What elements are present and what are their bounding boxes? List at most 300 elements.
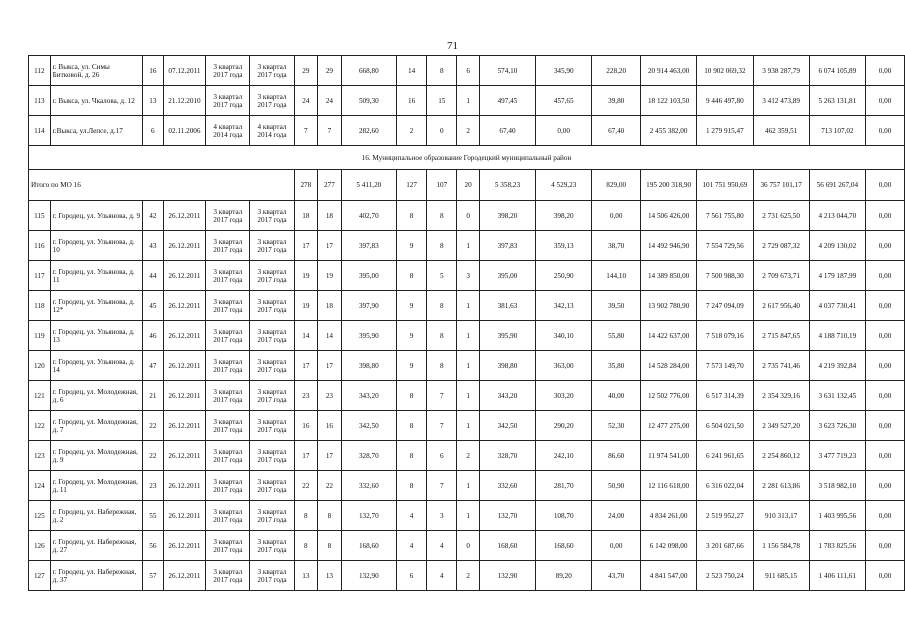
- table-cell: 332,60: [479, 471, 535, 501]
- table-cell: 12 116 618,00: [641, 471, 697, 501]
- table-cell: 117: [29, 261, 51, 291]
- table-cell: 16: [143, 56, 164, 86]
- table-cell: 7 518 079,16: [697, 321, 753, 351]
- table-cell: 39,50: [592, 291, 641, 321]
- table-cell: 14: [318, 321, 342, 351]
- table-cell: 1 156 584,78: [753, 531, 809, 561]
- table-cell: 26.12.2011: [163, 471, 206, 501]
- table-cell: 8: [427, 321, 457, 351]
- table-cell: 26.12.2011: [163, 381, 206, 411]
- table-row: [29, 471, 905, 501]
- table-cell: 6: [427, 441, 457, 471]
- table-row: [29, 56, 905, 86]
- table-row: [29, 381, 905, 411]
- table-cell: 3 квартал 2017 года: [206, 56, 250, 86]
- table-cell: 290,20: [536, 411, 592, 441]
- table-row: [29, 116, 905, 146]
- table-cell: 0,00: [866, 471, 905, 501]
- table-cell: 14 422 637,00: [641, 321, 697, 351]
- table-cell: 55,80: [592, 321, 641, 351]
- table-cell: 13: [294, 561, 318, 591]
- table-cell: 0,00: [536, 116, 592, 146]
- table-cell: 120: [29, 351, 51, 381]
- table-cell: 8: [294, 501, 318, 531]
- table-cell: 89,20: [536, 561, 592, 591]
- table-cell: 3 квартал 2017 года: [206, 471, 250, 501]
- table-cell: 44: [143, 261, 164, 291]
- table-cell: 26.12.2011: [163, 441, 206, 471]
- table-cell: 3 квартал 2017 года: [250, 201, 294, 231]
- total-label: Итого по МО 16: [29, 170, 295, 201]
- table-cell: 11 974 541,00: [641, 441, 697, 471]
- table-cell: 116: [29, 231, 51, 261]
- table-cell: 4 квартал 2014 года: [206, 116, 250, 146]
- table-cell: 228,20: [592, 56, 641, 86]
- table-cell: 12 477 275,00: [641, 411, 697, 441]
- table-cell: 395,00: [479, 261, 535, 291]
- table-cell: 398,80: [341, 351, 396, 381]
- table-cell: 509,30: [341, 86, 396, 116]
- table-cell: 5 263 131,81: [809, 86, 865, 116]
- table-cell: 8: [427, 201, 457, 231]
- table-cell: 3 квартал 2017 года: [206, 351, 250, 381]
- table-cell: 282,60: [341, 116, 396, 146]
- table-cell: 1 406 111,61: [809, 561, 865, 591]
- table-cell: 12 502 776,00: [641, 381, 697, 411]
- table-cell: 0: [427, 116, 457, 146]
- table-cell: 4 219 392,84: [809, 351, 865, 381]
- table-row: [29, 561, 905, 591]
- table-cell: 4 213 044,70: [809, 201, 865, 231]
- table-cell: 574,10: [479, 56, 535, 86]
- table-cell: 6 504 021,50: [697, 411, 753, 441]
- table-cell: 7 554 729,56: [697, 231, 753, 261]
- table-cell: 26.12.2011: [163, 531, 206, 561]
- table-cell: 3 квартал 2017 года: [250, 471, 294, 501]
- table-cell: 3 631 132,45: [809, 381, 865, 411]
- table-cell: 303,20: [536, 381, 592, 411]
- total-cell: 5 358,23: [479, 170, 535, 201]
- table-cell: 23: [318, 381, 342, 411]
- table-cell: 0,00: [866, 291, 905, 321]
- table-cell: 0,00: [866, 411, 905, 441]
- table-cell: 3 квартал 2017 года: [206, 381, 250, 411]
- table-cell: 2 455 382,00: [641, 116, 697, 146]
- address-cell: г. Городец, ул. Ульянова, д. 11: [50, 261, 142, 291]
- table-cell: 3 477 719,23: [809, 441, 865, 471]
- table-cell: 5: [427, 261, 457, 291]
- table-cell: 1: [457, 231, 479, 261]
- table-cell: 6: [143, 116, 164, 146]
- table-cell: 16: [294, 411, 318, 441]
- table-cell: 9: [397, 351, 427, 381]
- table-row: [29, 441, 905, 471]
- table-cell: 3 квартал 2017 года: [250, 261, 294, 291]
- table-cell: 497,45: [479, 86, 535, 116]
- table-cell: 2: [457, 561, 479, 591]
- table-cell: 7 247 094,09: [697, 291, 753, 321]
- table-cell: 42: [143, 201, 164, 231]
- table-cell: 3 201 687,66: [697, 531, 753, 561]
- table-cell: 910 313,17: [753, 501, 809, 531]
- table-cell: 0,00: [866, 561, 905, 591]
- table-cell: 1 403 995,56: [809, 501, 865, 531]
- table-cell: 8: [397, 411, 427, 441]
- table-cell: 4 квартал 2014 года: [250, 116, 294, 146]
- table-cell: 2 349 527,20: [753, 411, 809, 441]
- table-cell: 342,50: [341, 411, 396, 441]
- table-cell: 26.12.2011: [163, 201, 206, 231]
- table-cell: 18: [318, 291, 342, 321]
- table-cell: 112: [29, 56, 51, 86]
- table-cell: 3 квартал 2017 года: [206, 321, 250, 351]
- table-cell: 113: [29, 86, 51, 116]
- table-cell: 3 квартал 2017 года: [206, 261, 250, 291]
- table-cell: 15: [427, 86, 457, 116]
- table-cell: 395,00: [341, 261, 396, 291]
- housing-table: [28, 55, 905, 591]
- table-cell: 7: [427, 381, 457, 411]
- total-cell: 278: [294, 170, 318, 201]
- table-cell: 14 506 426,00: [641, 201, 697, 231]
- table-cell: 1: [457, 471, 479, 501]
- table-cell: 0,00: [866, 201, 905, 231]
- table-cell: 0,00: [592, 531, 641, 561]
- address-cell: г. Городец, ул. Молодежная, д. 6: [50, 381, 142, 411]
- table-cell: 0,00: [866, 86, 905, 116]
- table-cell: 17: [294, 351, 318, 381]
- table-cell: 6 241 961,65: [697, 441, 753, 471]
- table-cell: 56: [143, 531, 164, 561]
- table-cell: 3: [427, 501, 457, 531]
- table-cell: 46: [143, 321, 164, 351]
- table-cell: 3 квартал 2017 года: [206, 501, 250, 531]
- address-cell: г. Городец, ул. Молодежная, д. 9: [50, 441, 142, 471]
- table-cell: 132,70: [479, 501, 535, 531]
- table-cell: 0: [457, 201, 479, 231]
- table-cell: 6 142 098,00: [641, 531, 697, 561]
- table-cell: 9: [397, 231, 427, 261]
- table-cell: 23: [294, 381, 318, 411]
- table-cell: 0,00: [866, 261, 905, 291]
- table-cell: 2 281 613,86: [753, 471, 809, 501]
- table-cell: 4 209 130,02: [809, 231, 865, 261]
- table-cell: 332,60: [341, 471, 396, 501]
- table-cell: 144,10: [592, 261, 641, 291]
- table-cell: 3 квартал 2017 года: [250, 531, 294, 561]
- table-cell: 26.12.2011: [163, 321, 206, 351]
- table-cell: 123: [29, 441, 51, 471]
- table-cell: 2 254 860,12: [753, 441, 809, 471]
- table-row: [29, 231, 905, 261]
- table-cell: 1: [457, 501, 479, 531]
- table-cell: 397,83: [479, 231, 535, 261]
- table-cell: 122: [29, 411, 51, 441]
- table-cell: 14: [397, 56, 427, 86]
- table-cell: 462 359,51: [753, 116, 809, 146]
- table-cell: 395,90: [479, 321, 535, 351]
- table-row: [29, 351, 905, 381]
- table-cell: 57: [143, 561, 164, 591]
- table-cell: 14 389 850,00: [641, 261, 697, 291]
- table-cell: 2 735 741,46: [753, 351, 809, 381]
- total-cell: 195 200 318,90: [641, 170, 697, 201]
- table-cell: 127: [29, 561, 51, 591]
- table-cell: 26.12.2011: [163, 231, 206, 261]
- table-cell: 363,00: [536, 351, 592, 381]
- table-cell: 398,20: [536, 201, 592, 231]
- table-cell: 50,90: [592, 471, 641, 501]
- table-cell: 0: [457, 531, 479, 561]
- table-cell: 3 квартал 2017 года: [250, 291, 294, 321]
- table-cell: 3 квартал 2017 года: [250, 321, 294, 351]
- table-cell: 1 783 825,56: [809, 531, 865, 561]
- table-cell: 0,00: [866, 531, 905, 561]
- table-cell: 3 412 473,89: [753, 86, 809, 116]
- table-cell: 22: [143, 411, 164, 441]
- total-cell: 0,00: [866, 170, 905, 201]
- table-cell: 3 квартал 2017 года: [206, 441, 250, 471]
- table-cell: 2: [457, 116, 479, 146]
- table-cell: 2: [457, 441, 479, 471]
- table-cell: 16: [397, 86, 427, 116]
- table-cell: 18: [318, 201, 342, 231]
- table-cell: 9 446 497,80: [697, 86, 753, 116]
- table-cell: 0,00: [866, 116, 905, 146]
- table-cell: 18: [294, 201, 318, 231]
- table-cell: 168,60: [479, 531, 535, 561]
- table-cell: 0,00: [866, 351, 905, 381]
- table-cell: 342,13: [536, 291, 592, 321]
- table-cell: 3 квартал 2017 года: [250, 86, 294, 116]
- table-cell: 3: [457, 261, 479, 291]
- table-cell: 6 316 022,04: [697, 471, 753, 501]
- table-cell: 3 квартал 2017 года: [250, 351, 294, 381]
- table-cell: 2 519 952,27: [697, 501, 753, 531]
- table-cell: 17: [318, 351, 342, 381]
- total-cell: 829,00: [592, 170, 641, 201]
- table-cell: 24: [318, 86, 342, 116]
- table-cell: 7 573 149,70: [697, 351, 753, 381]
- table-cell: 29: [294, 56, 318, 86]
- table-cell: 26.12.2011: [163, 411, 206, 441]
- table-cell: 13: [143, 86, 164, 116]
- table-cell: 4: [397, 501, 427, 531]
- total-cell: 277: [318, 170, 342, 201]
- table-cell: 8: [397, 381, 427, 411]
- table-cell: 2 617 956,40: [753, 291, 809, 321]
- table-row: [29, 501, 905, 531]
- table-cell: 126: [29, 531, 51, 561]
- table-row: [29, 291, 905, 321]
- table-cell: 395,90: [341, 321, 396, 351]
- table-cell: 3 квартал 2017 года: [206, 411, 250, 441]
- table-cell: 6 517 314,39: [697, 381, 753, 411]
- table-cell: 8: [427, 291, 457, 321]
- table-cell: 43,70: [592, 561, 641, 591]
- table-cell: 4 834 261,00: [641, 501, 697, 531]
- table-cell: 20 914 463,00: [641, 56, 697, 86]
- table-cell: 10 902 069,32: [697, 56, 753, 86]
- table-cell: 26.12.2011: [163, 291, 206, 321]
- table-cell: 19: [294, 291, 318, 321]
- table-cell: 3 квартал 2017 года: [206, 531, 250, 561]
- table-cell: 6 074 105,89: [809, 56, 865, 86]
- table-cell: 250,90: [536, 261, 592, 291]
- address-cell: г. Городец, ул. Молодежная, д. 7: [50, 411, 142, 441]
- table-cell: 124: [29, 471, 51, 501]
- table-cell: 2 729 087,32: [753, 231, 809, 261]
- table-cell: 8: [294, 531, 318, 561]
- section-row: [29, 146, 905, 170]
- total-cell: 4 529,23: [536, 170, 592, 201]
- total-cell: 20: [457, 170, 479, 201]
- table-cell: 4 179 187,99: [809, 261, 865, 291]
- table-cell: 343,20: [341, 381, 396, 411]
- table-cell: 86,60: [592, 441, 641, 471]
- table-cell: 0,00: [866, 321, 905, 351]
- total-cell: 36 757 101,17: [753, 170, 809, 201]
- table-cell: 3 квартал 2017 года: [250, 411, 294, 441]
- total-cell: 5 411,20: [341, 170, 396, 201]
- address-cell: г. Городец, ул. Ульянова, д. 14: [50, 351, 142, 381]
- table-cell: 02.11.2006: [163, 116, 206, 146]
- table-cell: 7: [294, 116, 318, 146]
- table-cell: 8: [397, 471, 427, 501]
- section-title: 16. Муниципальное образование Городецкий муниципальный район: [29, 146, 905, 170]
- rows-bottom: [29, 201, 905, 591]
- address-cell: г. Выкса, ул. Симы Битковой, д. 26: [50, 56, 142, 86]
- table-cell: 16: [318, 411, 342, 441]
- address-cell: г. Городец, ул. Молодежная, д. 11: [50, 471, 142, 501]
- table-cell: 4: [427, 531, 457, 561]
- table-cell: 340,10: [536, 321, 592, 351]
- table-cell: 381,63: [479, 291, 535, 321]
- table-cell: 281,70: [536, 471, 592, 501]
- table-cell: 52,30: [592, 411, 641, 441]
- table-cell: 3 квартал 2017 года: [206, 561, 250, 591]
- table-cell: 19: [318, 261, 342, 291]
- table-cell: 07.12.2011: [163, 56, 206, 86]
- table-cell: 1 279 915,47: [697, 116, 753, 146]
- table-cell: 14 492 946,90: [641, 231, 697, 261]
- table-cell: 2 354 329,16: [753, 381, 809, 411]
- table-cell: 8: [397, 441, 427, 471]
- table-cell: 121: [29, 381, 51, 411]
- table-cell: 118: [29, 291, 51, 321]
- table-cell: 4 037 730,41: [809, 291, 865, 321]
- table-cell: 13: [318, 561, 342, 591]
- table-cell: 3 518 982,10: [809, 471, 865, 501]
- table-cell: 24: [294, 86, 318, 116]
- address-cell: г. Городец, ул. Набережная, д. 27: [50, 531, 142, 561]
- table-cell: 119: [29, 321, 51, 351]
- table-cell: 168,60: [536, 531, 592, 561]
- table-cell: 8: [427, 351, 457, 381]
- table-cell: 0,00: [866, 501, 905, 531]
- table-cell: 2 523 750,24: [697, 561, 753, 591]
- table-cell: 8: [397, 261, 427, 291]
- table-cell: 17: [294, 441, 318, 471]
- table-cell: 402,70: [341, 201, 396, 231]
- table-cell: 3 квартал 2017 года: [250, 231, 294, 261]
- table-cell: 14 528 284,00: [641, 351, 697, 381]
- total-cell: 127: [397, 170, 427, 201]
- address-cell: г. Городец, ул. Ульянова, д. 12*: [50, 291, 142, 321]
- total-cell: 107: [427, 170, 457, 201]
- table-cell: 125: [29, 501, 51, 531]
- table-cell: 17: [294, 231, 318, 261]
- table-cell: 242,10: [536, 441, 592, 471]
- table-cell: 17: [318, 231, 342, 261]
- table-cell: 8: [427, 231, 457, 261]
- table-cell: 713 107,02: [809, 116, 865, 146]
- address-cell: г.Выкса, ул.Лепсе, д.17: [50, 116, 142, 146]
- table-cell: 67,40: [592, 116, 641, 146]
- table-cell: 668,80: [341, 56, 396, 86]
- table-cell: 22: [143, 441, 164, 471]
- table-cell: 3 квартал 2017 года: [206, 291, 250, 321]
- table-cell: 132,70: [341, 501, 396, 531]
- table-cell: 3 квартал 2017 года: [250, 441, 294, 471]
- total-cell: 101 751 950,69: [697, 170, 753, 201]
- table-cell: 7: [427, 471, 457, 501]
- table-cell: 457,65: [536, 86, 592, 116]
- table-cell: 345,90: [536, 56, 592, 86]
- table-cell: 6: [457, 56, 479, 86]
- table-row: [29, 321, 905, 351]
- table-cell: 7 500 988,30: [697, 261, 753, 291]
- address-cell: г. Городец, ул. Ульянова, д. 13: [50, 321, 142, 351]
- address-cell: г. Городец, ул. Набережная, д. 37: [50, 561, 142, 591]
- table-cell: 3 квартал 2017 года: [250, 56, 294, 86]
- address-cell: г. Городец, ул. Ульянова, д. 9: [50, 201, 142, 231]
- table-cell: 17: [318, 441, 342, 471]
- table-cell: 47: [143, 351, 164, 381]
- table-cell: 2 709 673,71: [753, 261, 809, 291]
- total-cell: 56 691 267,04: [809, 170, 865, 201]
- table-cell: 19: [294, 261, 318, 291]
- table-cell: 2 715 847,65: [753, 321, 809, 351]
- table-cell: 3 квартал 2017 года: [206, 231, 250, 261]
- table-cell: 132,90: [479, 561, 535, 591]
- table-cell: 1: [457, 381, 479, 411]
- table-cell: 35,80: [592, 351, 641, 381]
- table-cell: 397,90: [341, 291, 396, 321]
- table-row: [29, 261, 905, 291]
- table-cell: 108,70: [536, 501, 592, 531]
- table-cell: 67,40: [479, 116, 535, 146]
- table-cell: 38,70: [592, 231, 641, 261]
- table-cell: 7: [318, 116, 342, 146]
- table-cell: 0,00: [866, 381, 905, 411]
- table-cell: 1: [457, 86, 479, 116]
- table-cell: 343,20: [479, 381, 535, 411]
- table-cell: 22: [318, 471, 342, 501]
- table-cell: 0,00: [592, 201, 641, 231]
- table-cell: 0,00: [866, 441, 905, 471]
- table-cell: 26.12.2011: [163, 261, 206, 291]
- table-cell: 3 квартал 2017 года: [206, 201, 250, 231]
- table-cell: 132,90: [341, 561, 396, 591]
- table-cell: 2: [397, 116, 427, 146]
- table-cell: 8: [318, 531, 342, 561]
- table-cell: 43: [143, 231, 164, 261]
- table-cell: 8: [318, 501, 342, 531]
- address-cell: г. Выкса, ул. Чкалова, д. 12: [50, 86, 142, 116]
- table-cell: 6: [397, 561, 427, 591]
- table-cell: 4 841 547,00: [641, 561, 697, 591]
